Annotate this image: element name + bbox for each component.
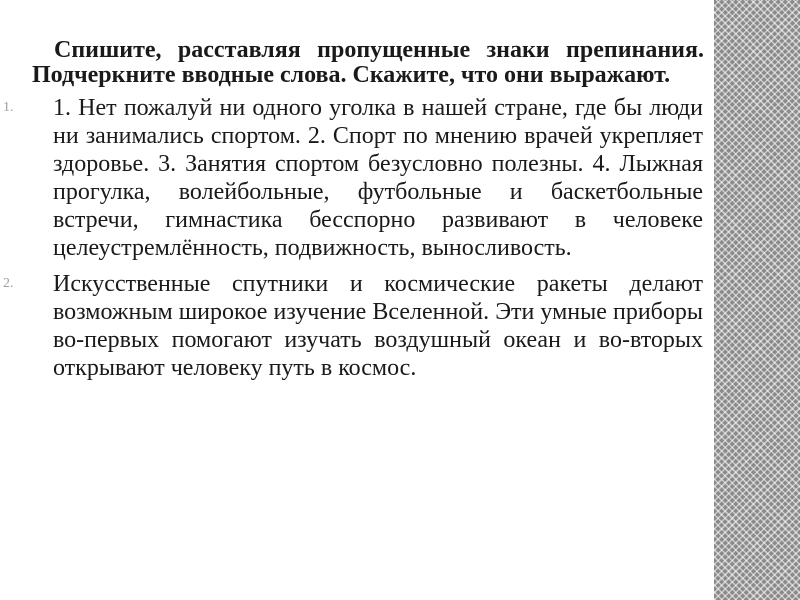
list-item (0, 270, 716, 382)
decorative-side-band (714, 0, 800, 600)
slide-content (0, 38, 716, 390)
list-item-number: 2. (3, 276, 14, 291)
list-item-text: 1. Нет пожалуй ни одного уголка в нашей стране, где бы люди ни занимались спортом. 2. Спорт по мнению врачей укрепляет здоровье. 3. Занятия спортом безусловно полезны. 4. Лыжная прогулка, волейбольные, футбольные и баскетбольные встречи, гимнастика бесспорно развивают в человеке целеустремлённость, подвижность, выносливость. (53, 95, 703, 261)
list-item (0, 94, 716, 262)
task-heading-text: Спишите, расставляя пропущенные знаки препинания. Подчеркните вводные слова. Скажите, что они выражают. (32, 37, 704, 88)
list-item-text: Искусственные спутники и космические ракеты делают возможным широкое изучение Вселенной. Эти умные приборы во-первых помогают изучать воздушный океан и во-вторых открывают человеку путь в космос. (53, 271, 703, 381)
list-item-number: 1. (3, 100, 14, 115)
task-heading (32, 38, 704, 88)
exercise-list (0, 94, 716, 382)
